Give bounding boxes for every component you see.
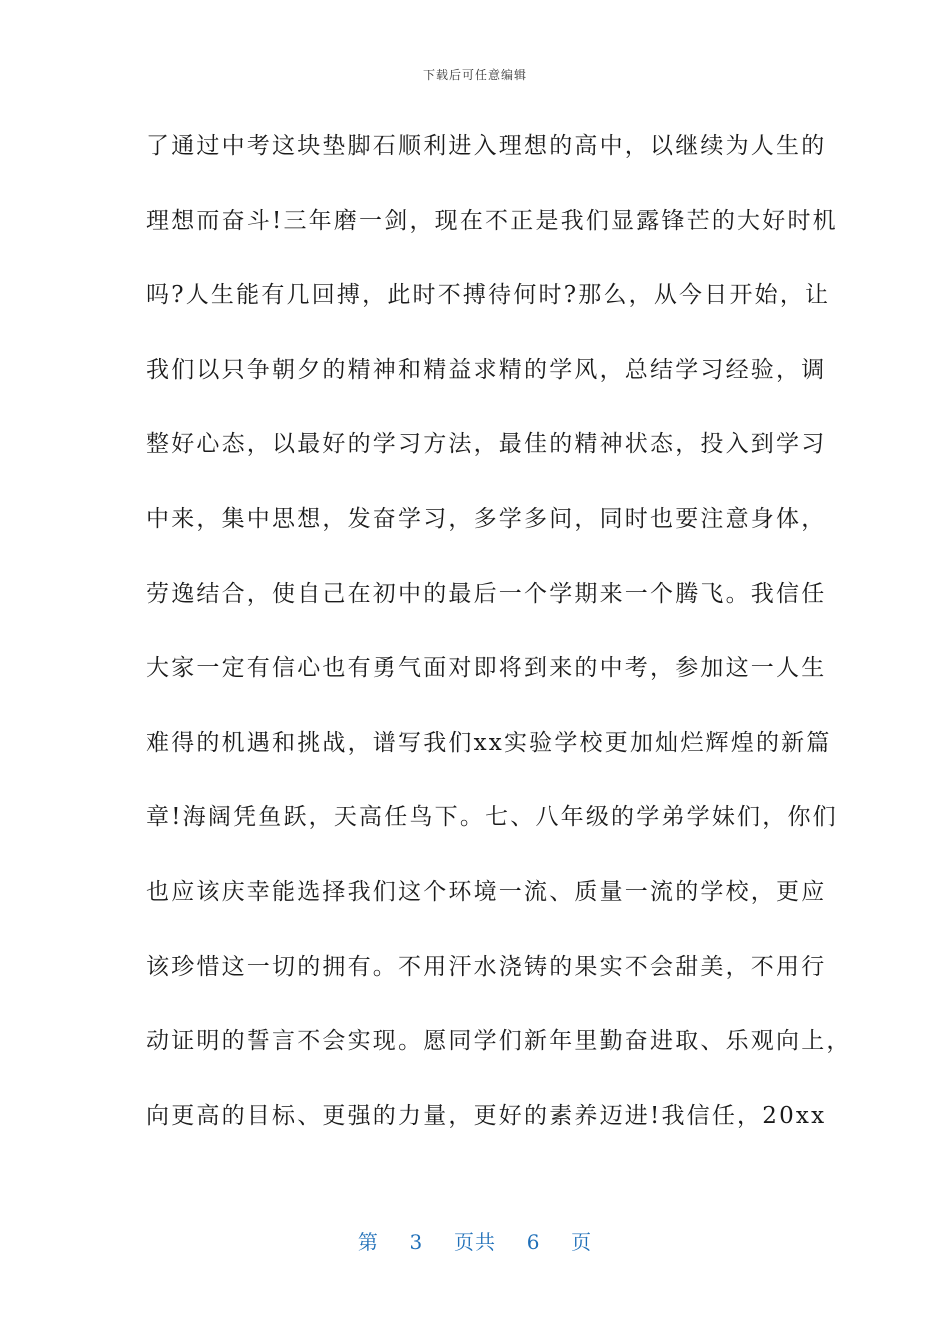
text-line: 了通过中考这块垫脚石顺利进入理想的高中，以继续为人生的 (146, 133, 827, 159)
text-line: 整好心态，以最好的学习方法，最佳的精神状态，投入到学习 (146, 431, 827, 458)
text-line: 动证明的誓言不会实现。愿同学们新年里勤奋进取、乐观向上， (146, 1028, 852, 1055)
text-line: 理想而奋斗!三年磨一剑，现在不正是我们显露锋芒的大好时机 (146, 207, 838, 234)
page-header: 下载后可任意编辑 (422, 68, 527, 82)
footer-prefix: 第 (357, 1230, 379, 1254)
total-pages-number: 6 (526, 1230, 541, 1254)
current-page-number: 3 (409, 1230, 424, 1254)
text-line: 中来，集中思想，发奋学习，多学多问，同时也要注意身体， (146, 505, 827, 532)
text-line: 该珍惜这一切的拥有。不用汗水浇铸的果实不会甜美，不用行 (146, 953, 827, 980)
text-line: 劳逸结合，使自己在初中的最后一个学期来一个腾飞。我信任 (146, 580, 827, 607)
text-line: 难得的机遇和挑战，谱写我们xx实验学校更加灿烂辉煌的新篇 (146, 729, 832, 756)
page-footer (0, 1226, 950, 1255)
text-line: 向更高的目标、更强的力量，更好的素养迈进!我信任，20xx (146, 1102, 827, 1129)
body-text (146, 120, 852, 1164)
text-line: 章!海阔凭鱼跃，天高任鸟下。七、八年级的学弟学妹们，你们 (146, 804, 838, 831)
text-line: 我们以只争朝夕的精神和精益求精的学风，总结学习经验，调 (146, 356, 827, 383)
footer-suffix: 页 (571, 1230, 593, 1254)
text-line: 大家一定有信心也有勇气面对即将到来的中考，参加这一人生 (146, 655, 827, 682)
footer-middle: 页共 (454, 1230, 496, 1254)
text-line: 也应该庆幸能选择我们这个环境一流、质量一流的学校，更应 (146, 878, 827, 905)
text-line: 吗?人生能有几回搏，此时不搏待何时?那么，从今日开始，让 (146, 282, 831, 309)
